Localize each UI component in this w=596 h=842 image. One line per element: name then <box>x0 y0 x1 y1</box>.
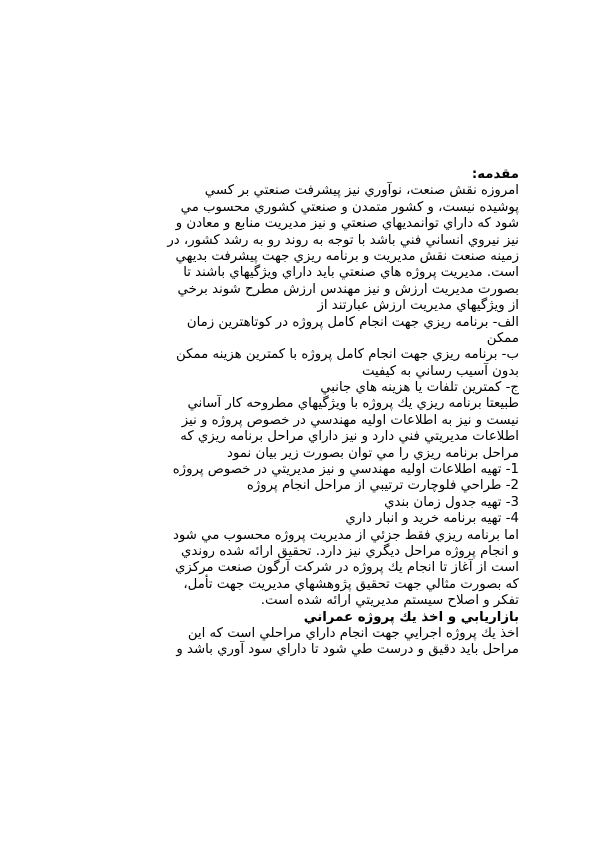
paragraph-line: اطلاعات مديريتي فني دارد و نيز داراي مراحل برنامه ريزي كه <box>180 429 519 445</box>
section-heading: بازاريابي و اخذ يك پروژه عمراني <box>303 609 519 625</box>
paragraph-line: و انجام پروژه مراحل ديگري نيز دارد. تحقيق ارائه شده روندي <box>181 543 519 559</box>
paragraph-line: تفكر و اصلاح سيستم مديريتي ارائه شده است. <box>260 593 519 609</box>
paragraph-line: نيست و نيز به اطلاعات اوليه مهندسي در خصوص پروژه و نيز <box>181 412 519 428</box>
paragraph-line: شود كه داراي توانمديهاي صنعتي و نيز مديريت منابع و معادن و <box>175 216 519 232</box>
paragraph-line: است. مديريت پروژه هاي صنعتي بايد داراي ويژگيهاي باشند تا <box>183 265 519 281</box>
paragraph-line: 4- تهيه برنامه خريد و انبار داري <box>345 511 519 527</box>
paragraph-line: مراحل بايد دقيق و درست طي شود تا داراي سود آوري باشد و <box>176 642 519 658</box>
section-heading: مقدمه: <box>471 167 519 182</box>
paragraph-line: 3- تهيه جدول زمان بندي <box>384 494 519 510</box>
paragraph-line: اخذ يك پروژه اجرايي جهت انجام داراي مراحلي است كه اين <box>187 625 519 641</box>
paragraph-line: بصورت مديريت ارزش و نيز مهندس ارزش مطرح شوند برخي <box>177 281 519 297</box>
paragraph-line: پوشيده نيست، و كشور متمدن و صنعتي كشوري محسوب مي <box>180 199 519 215</box>
paragraph-line: اما برنامه ريزي فقط جزئي از مديريت پروژه محسوب مي شود <box>172 527 519 543</box>
paragraph-line: ممكن <box>486 330 519 346</box>
paragraph-line: الف- برنامه ريزي جهت انجام كامل پروژه در كوتاهترين زمان <box>186 314 519 330</box>
paragraph-line: است از آغاز تا انجام يك پروژه در شركت آرگون صنعت مركزي <box>175 560 519 576</box>
paragraph-line: امروزه نقش صنعت، نوآوري نيز پيشرفت صنعتي بر كسي <box>204 183 519 199</box>
paragraph-line: كه بصورت مثالي جهت تحقيق پژوهشهاي مديريت جهت تأمل، <box>183 576 519 592</box>
paragraph-line: 2- طراحي فلوچارت ترتيبي از مراحل انجام پروژه <box>246 478 519 494</box>
paragraph-line: ج- كمترين تلفات يا هزينه هاي جانبي <box>320 380 519 396</box>
paragraph-line: طبيعتا برنامه ريزي يك پروژه با ويژگيهاي مطروحه كار آساني <box>187 396 519 412</box>
paragraph-line: زمينه صنعت نقش مديريت و برنامه ريزي جهت پيشرفت بديهي <box>175 248 519 264</box>
document-body <box>86 167 519 659</box>
paragraph-line: از ويژگيهاي مديريت ارزش عبارتند از <box>317 298 519 314</box>
paragraph-line: بدون آسيب رساني به كيفيت <box>361 363 519 379</box>
paragraph-line: نيز نيروي انساني فني باشد با توجه به روند رو به رشد كشور، در <box>167 232 519 248</box>
paragraph-line: 1- تهيه اطلاعات اوليه مهندسي و نيز مديريتي در خصوص پروژه <box>172 462 519 478</box>
paragraph-line: مراحل برنامه ريزي را مي توان بصورت زير بيان نمود <box>227 445 519 461</box>
paragraph-line: ب- برنامه ريزي جهت انجام كامل پروژه با كمترين هزينه ممكن <box>176 347 519 363</box>
